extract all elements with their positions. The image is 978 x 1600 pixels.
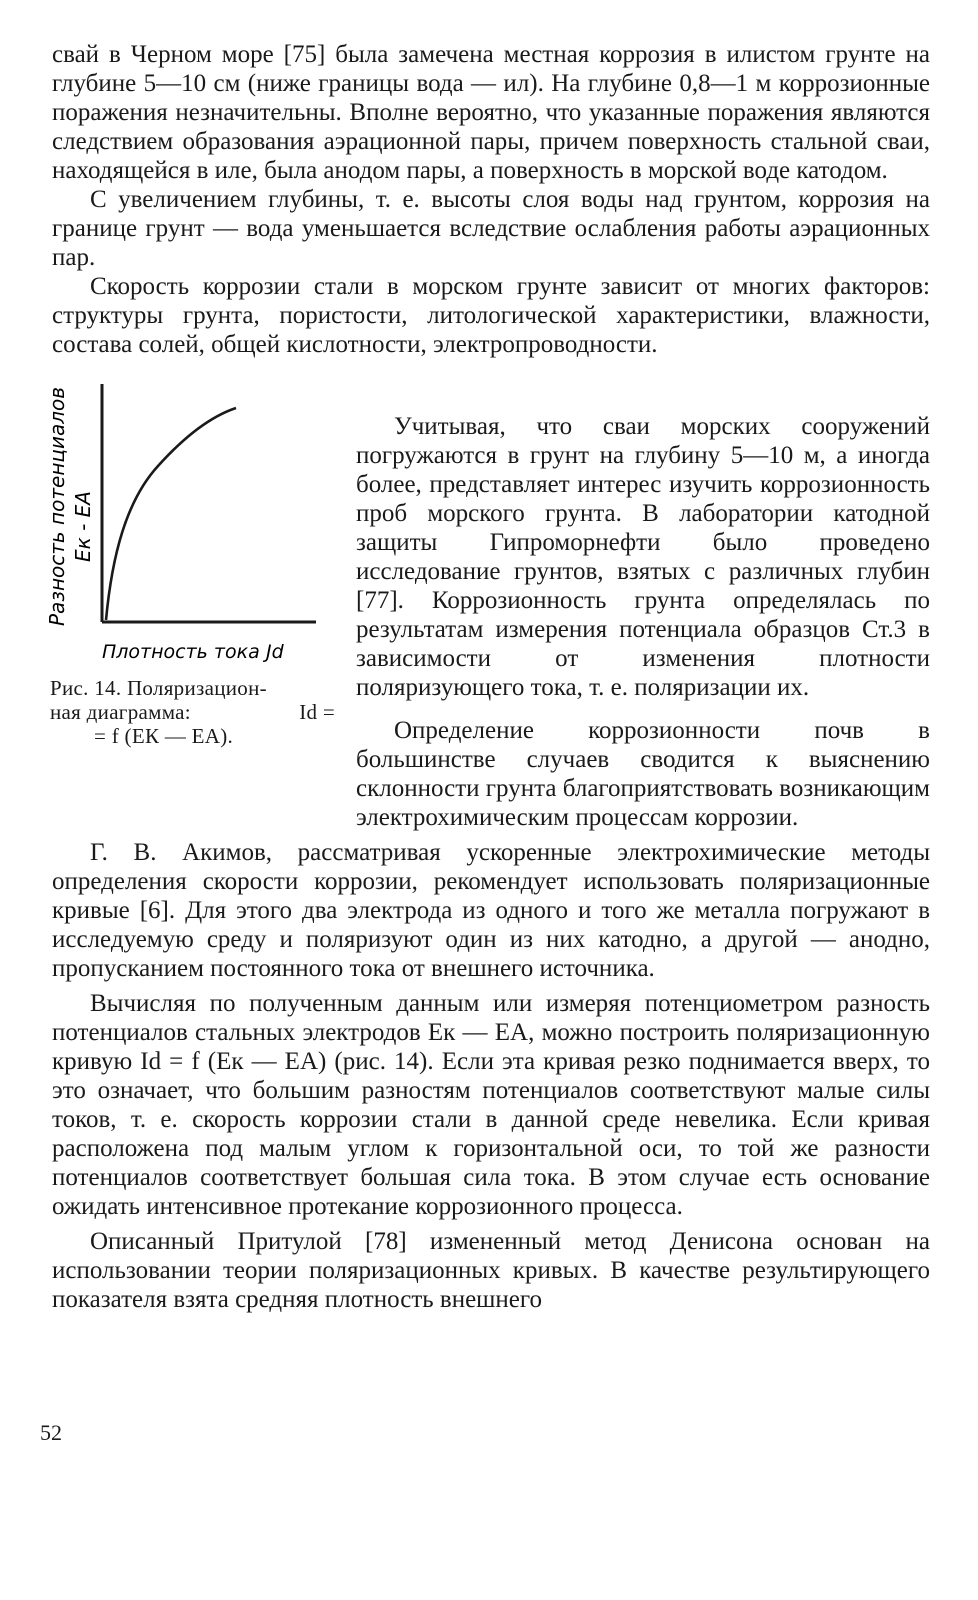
- caption-line: Рис. 14. Поляризацион-: [50, 676, 267, 700]
- x-axis-symbol: Jd: [266, 641, 284, 663]
- paragraph: Описанный Притулой [78] измененный метод Денисона основан на использовании теории поляризационных кривых. В качестве результирующего показателя взята средняя плотность внешнего: [52, 1228, 930, 1313]
- x-axis-label: Плотность тока: [102, 641, 260, 663]
- text-block-beside-figure-2: [356, 412, 930, 702]
- caption-text: ная диаграмма:: [50, 700, 191, 724]
- y-axis-symbol: Eк - EА: [71, 491, 95, 562]
- caption-line: [50, 700, 335, 724]
- paragraph: С увеличением глубины, т. е. высоты слоя воды над грунтом, коррозия на границе грунт — вода уменьшается вследствие ослабления работы аэрационных пар.: [52, 186, 930, 271]
- paragraph: Определение коррозионности почв в большинстве случаев сводится к выяснению склонности грунта благоприятствовать возникающим электрохимическим процессам коррозии.: [356, 717, 930, 831]
- polarization-curve: [106, 408, 236, 620]
- text-block-beside-figure-3: [356, 716, 930, 832]
- polarization-diagram: [40, 356, 340, 686]
- text-block-bottom: [52, 838, 930, 1314]
- page-number: 52: [40, 1420, 62, 1445]
- paragraph: Учитывая, что сваи морских сооружений погружаются в грунт на глубину 5—10 м, а иногда более, представляет интерес изучить коррозионность проб морского грунта. В лаборатории катодной защиты Гипроморнефти было проведено исследование грунтов, взятых с различных глубин [77]. Коррозионность грунта определялась по результатам измерения потенциала образцов Ст.3 в зависимости от изменения плотности поляризующего тока, т. е. поляризации их.: [356, 413, 930, 701]
- caption-formula: Id =: [299, 700, 335, 724]
- text-block-top: [52, 40, 930, 359]
- paragraph: свай в Черном море [75] была замечена местная коррозия в илистом грунте на глубине 5—10 см (ниже границы вода — ил). На глубине 0,8—1 м коррозионные поражения незначительны. Вполне вероятно, что указанные поражения являются следствием образования аэрационной пары, причем поверхность стальной сваи, находящейся в иле, была анодом пары, а поверхность в морской воде катодом.: [52, 41, 930, 184]
- figure-14: [40, 356, 340, 776]
- caption-formula-line: = f (EК — EА).: [94, 724, 234, 748]
- y-axis-label: Разность потенциалов: [45, 386, 69, 626]
- figure-caption: [50, 676, 335, 748]
- paragraph: Скорость коррозии стали в морском грунте зависит от многих факторов: структуры грунта, пористости, литологической характеристики, влажности, состава солей, общей кислотности, электропроводности.: [52, 273, 930, 358]
- paragraph: Г. В. Акимов, рассматривая ускоренные электрохимические методы определения скорости коррозии, рекомендует использовать поляризационные кривые [6]. Для этого два электрода из одного и того же металла погружают в исследуемую среду и поляризуют один из них катодно, а другой — анодно, пропусканием постоянного тока от внешнего источника.: [52, 839, 930, 982]
- paragraph: Вычисляя по полученным данным или измеряя потенциометром разность потенциалов стальных электродов Eк — EА, можно построить поляризационную кривую Id = f (Eк — EА) (рис. 14). Если эта кривая резко поднимается вверх, то это означает, что большим разностям потенциалов соответствуют малые силы токов, т. е. скорость коррозии стали в данной среде невелика. Если кривая расположена под малым углом к горизонтальной оси, то той же разности потенциалов соответствует большая сила тока. В этом случае есть основание ожидать интенсивное протекание коррозионного процесса.: [52, 990, 930, 1220]
